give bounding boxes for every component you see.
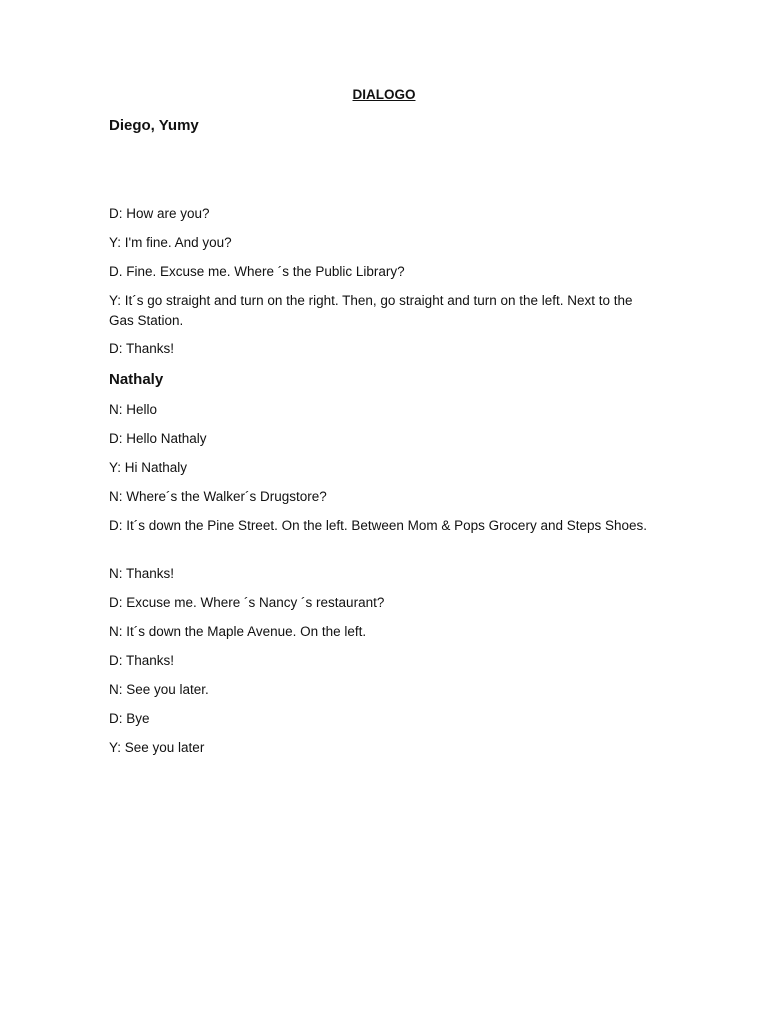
dialogue-line: N: Thanks! [109,566,175,581]
dialogue-line: N: Hello [109,402,158,417]
document-title: DIALOGO [352,87,416,102]
dialogue-line: Y: Hi Nathaly [109,460,188,475]
section-heading-nathaly: Nathaly [109,371,164,388]
dialogue-line: D: Bye [109,711,150,726]
section-heading-diego-yumy: Diego, Yumy [109,117,199,134]
dialogue-line: D. Fine. Excuse me. Where ´s the Public Library? [109,264,405,279]
dialogue-line: D: Thanks! [109,341,175,356]
dialogue-line: D: Hello Nathaly [109,431,207,446]
dialogue-line: D: Excuse me. Where ´s Nancy ´s restaurant? [109,595,385,610]
dialogue-line: Y: It´s go straight and turn on the right. Then, go straight and turn on the left. Next to the Gas Station. [109,293,633,328]
dialogue-line: D: It´s down the Pine Street. On the left. Between Mom & Pops Grocery and Steps Shoes. [109,518,648,533]
dialogue-line: Y: I'm fine. And you? [109,235,232,250]
dialogue-line: D: Thanks! [109,653,175,668]
dialogue-line: N: See you later. [109,682,209,697]
dialogue-line: D: How are you? [109,206,210,221]
dialogue-line: Y: See you later [109,740,205,755]
dialogue-line: N: It´s down the Maple Avenue. On the left. [109,624,367,639]
dialogue-line: N: Where´s the Walker´s Drugstore? [109,489,327,504]
